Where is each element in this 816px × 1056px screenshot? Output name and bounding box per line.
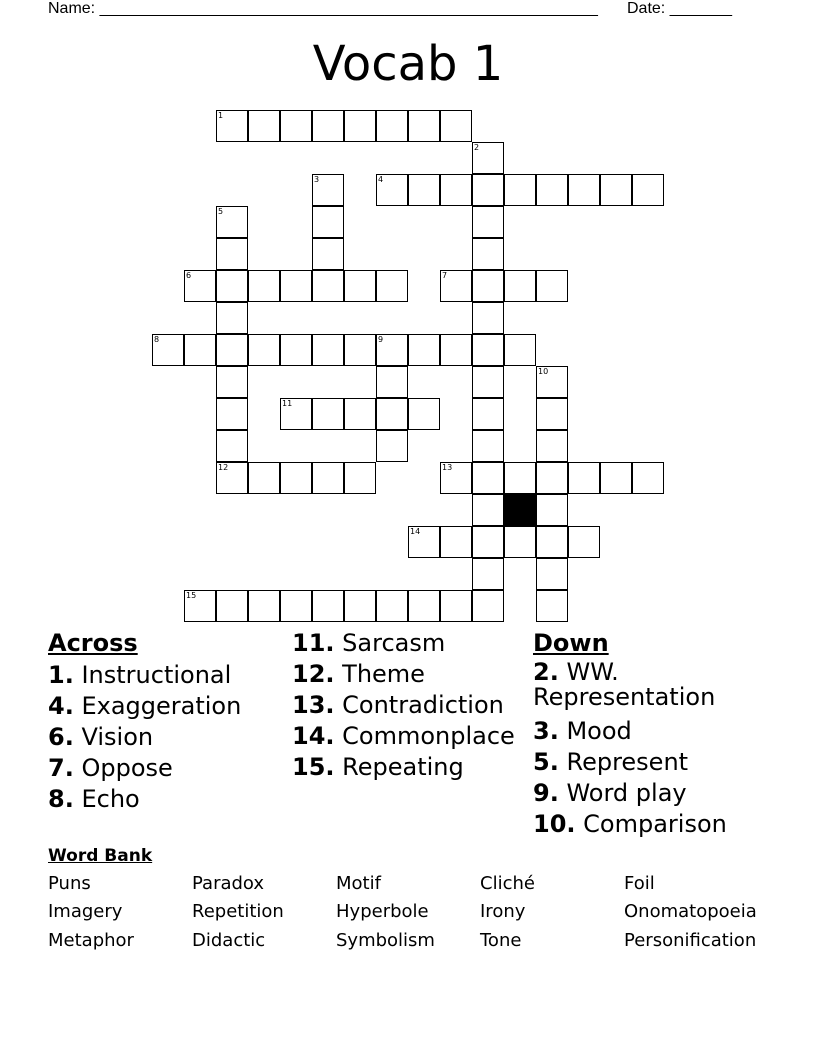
clue-across-11: 11. Sarcasm [292, 629, 446, 657]
crossword-cell[interactable] [440, 462, 472, 494]
crossword-cell[interactable] [536, 462, 568, 494]
crossword-cell[interactable] [472, 430, 504, 462]
word-bank-item: Metaphor [48, 930, 134, 951]
crossword-cell[interactable] [216, 270, 248, 302]
crossword-cell[interactable] [184, 334, 216, 366]
word-bank-item: Imagery [48, 901, 123, 922]
crossword-cell[interactable] [376, 366, 408, 398]
crossword-cell[interactable] [440, 526, 472, 558]
page-title: Vocab 1 [312, 36, 504, 92]
crossword-cell[interactable] [216, 238, 248, 270]
crossword-cell[interactable] [376, 430, 408, 462]
clue-down-5: 5. Represent [533, 748, 689, 776]
crossword-cell[interactable] [568, 174, 600, 206]
down-heading: Down [533, 629, 609, 657]
clue-down-3: 3. Mood [533, 717, 632, 745]
cell-number: 15 [186, 591, 197, 600]
crossword-cell[interactable] [536, 526, 568, 558]
across-heading: Across [48, 629, 138, 657]
crossword-block [504, 494, 536, 526]
crossword-cell[interactable] [472, 366, 504, 398]
crossword-cell[interactable] [344, 398, 376, 430]
crossword-cell[interactable] [440, 110, 472, 142]
clue-across-8: 8. Echo [48, 785, 140, 813]
crossword-cell[interactable] [472, 494, 504, 526]
cell-number: 6 [186, 271, 192, 280]
crossword-cell[interactable] [344, 270, 376, 302]
crossword-cell[interactable] [472, 526, 504, 558]
word-bank-item: Hyperbole [336, 901, 429, 922]
crossword-cell[interactable] [472, 238, 504, 270]
crossword-cell[interactable] [248, 462, 280, 494]
crossword-cell[interactable] [472, 302, 504, 334]
crossword-cell[interactable] [472, 206, 504, 238]
crossword-cell[interactable] [536, 590, 568, 622]
word-bank-heading: Word Bank [48, 846, 153, 866]
crossword-cell[interactable] [600, 462, 632, 494]
word-bank-item: Cliché [480, 873, 535, 894]
crossword-cell[interactable] [280, 462, 312, 494]
crossword-cell[interactable] [472, 270, 504, 302]
crossword-cell[interactable] [280, 110, 312, 142]
crossword-cell[interactable] [408, 590, 440, 622]
crossword-cell[interactable] [504, 270, 536, 302]
crossword-cell[interactable] [216, 398, 248, 430]
crossword-cell[interactable] [216, 430, 248, 462]
clue-across-12: 12. Theme [292, 660, 425, 688]
across-clues [48, 628, 241, 815]
crossword-cell[interactable] [504, 334, 536, 366]
crossword-cell[interactable] [280, 398, 312, 430]
word-bank-item: Irony [480, 901, 526, 922]
crossword-cell[interactable] [280, 334, 312, 366]
crossword-cell[interactable] [376, 270, 408, 302]
name-field[interactable]: Name: ________________________________________________________ [48, 0, 598, 17]
crossword-cell[interactable] [440, 270, 472, 302]
crossword-cell[interactable] [312, 238, 344, 270]
crossword-cell[interactable] [216, 590, 248, 622]
crossword-cell[interactable] [376, 174, 408, 206]
crossword-cell[interactable] [376, 590, 408, 622]
crossword-cell[interactable] [184, 590, 216, 622]
cell-number: 10 [538, 367, 549, 376]
crossword-cell[interactable] [472, 334, 504, 366]
word-bank-item: Symbolism [336, 930, 435, 951]
crossword-cell[interactable] [312, 334, 344, 366]
clue-across-4: 4. Exaggeration [48, 692, 242, 720]
word-bank-item: Personification [624, 930, 757, 951]
crossword-cell[interactable] [504, 462, 536, 494]
crossword-cell[interactable] [408, 526, 440, 558]
word-bank-item: Repetition [192, 901, 284, 922]
crossword-cell[interactable] [344, 334, 376, 366]
crossword-cell[interactable] [600, 174, 632, 206]
crossword-cell[interactable] [472, 558, 504, 590]
crossword-cell[interactable] [440, 590, 472, 622]
crossword-cell[interactable] [536, 430, 568, 462]
cell-number: 12 [218, 463, 229, 472]
cell-number: 1 [218, 111, 224, 120]
crossword-cell[interactable] [568, 462, 600, 494]
crossword-cell[interactable] [152, 334, 184, 366]
crossword-cell[interactable] [472, 398, 504, 430]
crossword-cell[interactable] [280, 270, 312, 302]
crossword-cell[interactable] [248, 590, 280, 622]
crossword-cell[interactable] [184, 270, 216, 302]
clue-across-14: 14. Commonplace [292, 722, 515, 750]
date-field[interactable]: Date: _______ [627, 0, 732, 17]
crossword-cell[interactable] [344, 590, 376, 622]
cell-number: 11 [282, 399, 293, 408]
cell-number: 2 [474, 143, 480, 152]
crossword-cell[interactable] [472, 590, 504, 622]
crossword-cell[interactable] [216, 334, 248, 366]
cell-number: 4 [378, 175, 384, 184]
word-bank-item: Motif [336, 873, 381, 894]
word-bank-item: Puns [48, 873, 91, 894]
clue-across-13: 13. Contradiction [292, 691, 504, 719]
crossword-cell[interactable] [376, 398, 408, 430]
word-bank-item: Tone [480, 930, 522, 951]
crossword-cell[interactable] [248, 334, 280, 366]
crossword-cell[interactable] [280, 590, 312, 622]
crossword-cell[interactable] [472, 174, 504, 206]
crossword-cell[interactable] [568, 526, 600, 558]
cell-number: 13 [442, 463, 453, 472]
cell-number: 5 [218, 207, 224, 216]
crossword-cell[interactable] [312, 110, 344, 142]
crossword-cell[interactable] [440, 174, 472, 206]
crossword-cell[interactable] [312, 206, 344, 238]
crossword-cell[interactable] [376, 334, 408, 366]
cell-number: 3 [314, 175, 320, 184]
crossword-cell[interactable] [536, 174, 568, 206]
crossword-cell[interactable] [216, 302, 248, 334]
crossword-cell[interactable] [312, 398, 344, 430]
crossword-cell[interactable] [504, 526, 536, 558]
clue-across-15: 15. Repeating [292, 753, 464, 781]
word-bank-item: Foil [624, 873, 655, 894]
crossword-cell[interactable] [408, 110, 440, 142]
clue-across-7: 7. Oppose [48, 754, 173, 782]
clue-across-1: 1. Instructional [48, 661, 232, 689]
crossword-cell[interactable] [344, 110, 376, 142]
crossword-cell[interactable] [440, 334, 472, 366]
crossword-cell[interactable] [408, 334, 440, 366]
cell-number: 7 [442, 271, 448, 280]
clue-across-6: 6. Vision [48, 723, 154, 751]
cell-number: 8 [154, 335, 160, 344]
crossword-cell[interactable] [312, 462, 344, 494]
crossword-cell[interactable] [536, 398, 568, 430]
crossword-cell[interactable] [376, 110, 408, 142]
crossword-cell[interactable] [344, 462, 376, 494]
cell-number: 9 [378, 335, 384, 344]
crossword-cell[interactable] [216, 462, 248, 494]
crossword-cell[interactable] [248, 110, 280, 142]
crossword-cell[interactable] [536, 366, 568, 398]
crossword-cell[interactable] [632, 174, 664, 206]
crossword-cell[interactable] [408, 174, 440, 206]
crossword-cell[interactable] [472, 142, 504, 174]
crossword-cell[interactable] [536, 558, 568, 590]
crossword-cell[interactable] [312, 270, 344, 302]
crossword-cell[interactable] [632, 462, 664, 494]
crossword-cell[interactable] [248, 270, 280, 302]
crossword-cell[interactable] [216, 366, 248, 398]
word-bank-item: Paradox [192, 873, 265, 894]
crossword-cell[interactable] [408, 398, 440, 430]
crossword-cell[interactable] [536, 270, 568, 302]
crossword-cell[interactable] [216, 206, 248, 238]
crossword-cell[interactable] [312, 174, 344, 206]
crossword-cell[interactable] [504, 174, 536, 206]
crossword-cell[interactable] [216, 110, 248, 142]
crossword-cell[interactable] [536, 494, 568, 526]
word-bank-item: Onomatopoeia [624, 901, 757, 922]
clue-down-9: 9. Word play [533, 779, 687, 807]
across-clues-continued [292, 628, 515, 783]
cell-number: 14 [410, 527, 421, 536]
down-clues [533, 628, 773, 840]
clue-down-2: 2. WW. Representation [533, 658, 716, 711]
crossword-cell[interactable] [312, 590, 344, 622]
clue-down-10: 10. Comparison [533, 810, 727, 838]
word-bank-item: Didactic [192, 930, 266, 951]
crossword-cell[interactable] [472, 462, 504, 494]
